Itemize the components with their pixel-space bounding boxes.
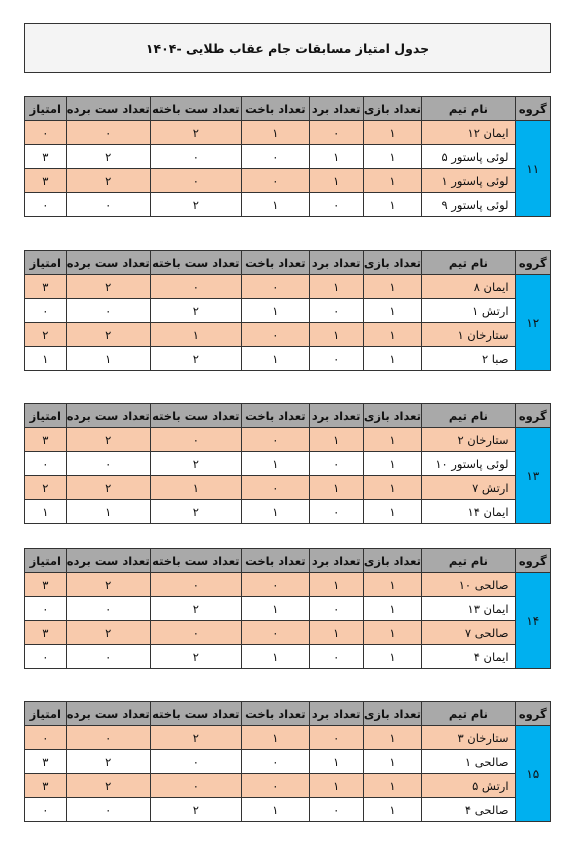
losses-cell: ۱	[241, 798, 309, 822]
header-group: گروه	[515, 97, 550, 121]
points-cell: ۱	[25, 500, 67, 524]
games-played-cell: ۱	[363, 774, 422, 798]
sets-won-cell: ۲	[66, 428, 150, 452]
sets-won-cell: ۱	[66, 500, 150, 524]
points-cell: ۰	[25, 645, 67, 669]
sets-won-cell: ۲	[66, 169, 150, 193]
header-team-name: نام تیم	[422, 404, 515, 428]
games-played-cell: ۱	[363, 750, 422, 774]
sets-lost-cell: ۲	[150, 121, 241, 145]
wins-cell: ۱	[309, 275, 363, 299]
header-group: گروه	[515, 549, 550, 573]
group-number: ۱۴	[515, 573, 550, 669]
sets-won-cell: ۲	[66, 145, 150, 169]
games-played-cell: ۱	[363, 193, 422, 217]
games-played-cell: ۱	[363, 323, 422, 347]
sets-lost-cell: ۰	[150, 145, 241, 169]
wins-cell: ۰	[309, 500, 363, 524]
losses-cell: ۱	[241, 347, 309, 371]
wins-cell: ۰	[309, 798, 363, 822]
games-played-cell: ۱	[363, 121, 422, 145]
wins-cell: ۰	[309, 299, 363, 323]
games-played-cell: ۱	[363, 597, 422, 621]
team-name-cell: ارتش ۷	[422, 476, 515, 500]
sets-won-cell: ۰	[66, 597, 150, 621]
table-row	[25, 145, 551, 169]
sets-won-cell: ۰	[66, 193, 150, 217]
header-sets-lost: تعداد ست باخته	[150, 404, 241, 428]
losses-cell: ۱	[241, 597, 309, 621]
games-played-cell: ۱	[363, 573, 422, 597]
table-header-row	[25, 251, 551, 275]
games-played-cell: ۱	[363, 428, 422, 452]
header-points: امتیاز	[25, 549, 67, 573]
sets-won-cell: ۲	[66, 621, 150, 645]
sets-lost-cell: ۲	[150, 798, 241, 822]
header-wins: تعداد برد	[309, 251, 363, 275]
group-table	[24, 403, 551, 524]
points-cell: ۰	[25, 798, 67, 822]
header-points: امتیاز	[25, 251, 67, 275]
team-name-cell: ایمان ۱۴	[422, 500, 515, 524]
table-row	[25, 597, 551, 621]
header-sets-lost: تعداد ست باخته	[150, 549, 241, 573]
sets-lost-cell: ۲	[150, 193, 241, 217]
team-name-cell: ایمان ۴	[422, 645, 515, 669]
team-name-cell: ستارخان ۱	[422, 323, 515, 347]
table-row	[25, 347, 551, 371]
table-header-row	[25, 549, 551, 573]
points-cell: ۳	[25, 750, 67, 774]
losses-cell: ۰	[241, 275, 309, 299]
wins-cell: ۱	[309, 145, 363, 169]
losses-cell: ۰	[241, 476, 309, 500]
sets-won-cell: ۲	[66, 476, 150, 500]
losses-cell: ۰	[241, 621, 309, 645]
header-sets-lost: تعداد ست باخته	[150, 251, 241, 275]
games-played-cell: ۱	[363, 299, 422, 323]
wins-cell: ۱	[309, 323, 363, 347]
header-losses: تعداد باخت	[241, 97, 309, 121]
losses-cell: ۱	[241, 121, 309, 145]
losses-cell: ۰	[241, 169, 309, 193]
header-points: امتیاز	[25, 702, 67, 726]
header-games-played: تعداد بازی	[363, 97, 422, 121]
sets-lost-cell: ۲	[150, 452, 241, 476]
header-sets-won: تعداد ست برده	[66, 404, 150, 428]
losses-cell: ۰	[241, 573, 309, 597]
wins-cell: ۱	[309, 774, 363, 798]
group-number: ۱۳	[515, 428, 550, 524]
header-sets-won: تعداد ست برده	[66, 97, 150, 121]
team-name-cell: ایمان ۸	[422, 275, 515, 299]
team-name-cell: ایمان ۱۲	[422, 121, 515, 145]
header-wins: تعداد برد	[309, 404, 363, 428]
table-row	[25, 275, 551, 299]
sets-won-cell: ۰	[66, 726, 150, 750]
sets-lost-cell: ۱	[150, 476, 241, 500]
table-row	[25, 798, 551, 822]
losses-cell: ۰	[241, 323, 309, 347]
games-played-cell: ۱	[363, 726, 422, 750]
losses-cell: ۱	[241, 645, 309, 669]
table-row	[25, 452, 551, 476]
group-number: ۱۱	[515, 121, 550, 217]
team-name-cell: صالحی ۷	[422, 621, 515, 645]
sets-lost-cell: ۰	[150, 774, 241, 798]
wins-cell: ۰	[309, 597, 363, 621]
team-name-cell: صالحی ۴	[422, 798, 515, 822]
wins-cell: ۱	[309, 621, 363, 645]
team-name-cell: لوئی پاستور ۱۰	[422, 452, 515, 476]
team-name-cell: ستارخان ۳	[422, 726, 515, 750]
losses-cell: ۰	[241, 750, 309, 774]
header-wins: تعداد برد	[309, 549, 363, 573]
group-number: ۱۵	[515, 726, 550, 822]
games-played-cell: ۱	[363, 621, 422, 645]
losses-cell: ۱	[241, 452, 309, 476]
sets-won-cell: ۰	[66, 645, 150, 669]
losses-cell: ۰	[241, 774, 309, 798]
table-header-row	[25, 97, 551, 121]
sets-won-cell: ۲	[66, 323, 150, 347]
losses-cell: ۱	[241, 193, 309, 217]
team-name-cell: صبا ۲	[422, 347, 515, 371]
points-cell: ۱	[25, 347, 67, 371]
points-cell: ۰	[25, 299, 67, 323]
losses-cell: ۰	[241, 145, 309, 169]
wins-cell: ۱	[309, 573, 363, 597]
table-row	[25, 500, 551, 524]
header-sets-lost: تعداد ست باخته	[150, 97, 241, 121]
sets-lost-cell: ۲	[150, 726, 241, 750]
sets-lost-cell: ۲	[150, 597, 241, 621]
points-cell: ۳	[25, 145, 67, 169]
sets-lost-cell: ۰	[150, 573, 241, 597]
sets-lost-cell: ۲	[150, 645, 241, 669]
header-wins: تعداد برد	[309, 702, 363, 726]
header-team-name: نام تیم	[422, 251, 515, 275]
header-sets-won: تعداد ست برده	[66, 251, 150, 275]
losses-cell: ۰	[241, 428, 309, 452]
points-cell: ۲	[25, 476, 67, 500]
sets-lost-cell: ۰	[150, 428, 241, 452]
points-cell: ۳	[25, 428, 67, 452]
header-sets-won: تعداد ست برده	[66, 549, 150, 573]
header-losses: تعداد باخت	[241, 404, 309, 428]
games-played-cell: ۱	[363, 476, 422, 500]
header-team-name: نام تیم	[422, 702, 515, 726]
header-team-name: نام تیم	[422, 97, 515, 121]
team-name-cell: ارتش ۱	[422, 299, 515, 323]
games-played-cell: ۱	[363, 645, 422, 669]
header-games-played: تعداد بازی	[363, 549, 422, 573]
header-games-played: تعداد بازی	[363, 251, 422, 275]
table-row	[25, 169, 551, 193]
points-cell: ۰	[25, 726, 67, 750]
header-group: گروه	[515, 404, 550, 428]
sets-won-cell: ۱	[66, 347, 150, 371]
points-cell: ۳	[25, 573, 67, 597]
wins-cell: ۱	[309, 428, 363, 452]
group-table	[24, 250, 551, 371]
points-cell: ۰	[25, 452, 67, 476]
header-group: گروه	[515, 251, 550, 275]
header-points: امتیاز	[25, 97, 67, 121]
sets-won-cell: ۲	[66, 774, 150, 798]
header-losses: تعداد باخت	[241, 251, 309, 275]
group-number: ۱۲	[515, 275, 550, 371]
points-cell: ۲	[25, 323, 67, 347]
table-header-row	[25, 702, 551, 726]
sets-won-cell: ۰	[66, 121, 150, 145]
games-played-cell: ۱	[363, 169, 422, 193]
points-cell: ۰	[25, 193, 67, 217]
team-name-cell: ارتش ۵	[422, 774, 515, 798]
sets-lost-cell: ۲	[150, 347, 241, 371]
games-played-cell: ۱	[363, 275, 422, 299]
header-wins: تعداد برد	[309, 97, 363, 121]
games-played-cell: ۱	[363, 798, 422, 822]
points-cell: ۳	[25, 275, 67, 299]
wins-cell: ۰	[309, 726, 363, 750]
sets-lost-cell: ۰	[150, 750, 241, 774]
losses-cell: ۱	[241, 726, 309, 750]
header-sets-won: تعداد ست برده	[66, 702, 150, 726]
points-cell: ۰	[25, 597, 67, 621]
team-name-cell: صالحی ۱۰	[422, 573, 515, 597]
header-losses: تعداد باخت	[241, 702, 309, 726]
header-losses: تعداد باخت	[241, 549, 309, 573]
points-cell: ۳	[25, 621, 67, 645]
sets-won-cell: ۲	[66, 750, 150, 774]
header-games-played: تعداد بازی	[363, 404, 422, 428]
table-row	[25, 193, 551, 217]
team-name-cell: لوئی پاستور ۵	[422, 145, 515, 169]
games-played-cell: ۱	[363, 500, 422, 524]
sets-won-cell: ۲	[66, 573, 150, 597]
sets-lost-cell: ۰	[150, 169, 241, 193]
wins-cell: ۱	[309, 476, 363, 500]
games-played-cell: ۱	[363, 145, 422, 169]
sets-won-cell: ۰	[66, 452, 150, 476]
group-table	[24, 96, 551, 217]
header-games-played: تعداد بازی	[363, 702, 422, 726]
team-name-cell: لوئی پاستور ۱	[422, 169, 515, 193]
sets-won-cell: ۰	[66, 299, 150, 323]
sets-won-cell: ۲	[66, 275, 150, 299]
table-row	[25, 774, 551, 798]
header-group: گروه	[515, 702, 550, 726]
group-table	[24, 701, 551, 822]
games-played-cell: ۱	[363, 347, 422, 371]
table-row	[25, 645, 551, 669]
sets-lost-cell: ۲	[150, 500, 241, 524]
wins-cell: ۱	[309, 169, 363, 193]
page-title: جدول امتیاز مسابقات جام عقاب طلایی -۱۴۰۴	[24, 23, 551, 73]
table-row	[25, 750, 551, 774]
table-row	[25, 476, 551, 500]
sets-lost-cell: ۰	[150, 275, 241, 299]
points-cell: ۳	[25, 774, 67, 798]
table-header-row	[25, 404, 551, 428]
points-cell: ۰	[25, 121, 67, 145]
losses-cell: ۱	[241, 500, 309, 524]
sets-lost-cell: ۰	[150, 621, 241, 645]
sets-won-cell: ۰	[66, 798, 150, 822]
table-row	[25, 121, 551, 145]
table-row	[25, 726, 551, 750]
wins-cell: ۰	[309, 452, 363, 476]
wins-cell: ۰	[309, 121, 363, 145]
header-team-name: نام تیم	[422, 549, 515, 573]
team-name-cell: ستارخان ۲	[422, 428, 515, 452]
wins-cell: ۱	[309, 750, 363, 774]
wins-cell: ۰	[309, 645, 363, 669]
team-name-cell: ایمان ۱۳	[422, 597, 515, 621]
header-sets-lost: تعداد ست باخته	[150, 702, 241, 726]
wins-cell: ۰	[309, 193, 363, 217]
table-row	[25, 573, 551, 597]
table-row	[25, 428, 551, 452]
header-points: امتیاز	[25, 404, 67, 428]
wins-cell: ۰	[309, 347, 363, 371]
table-row	[25, 621, 551, 645]
losses-cell: ۱	[241, 299, 309, 323]
team-name-cell: لوئی پاستور ۹	[422, 193, 515, 217]
table-row	[25, 323, 551, 347]
group-table	[24, 548, 551, 669]
points-cell: ۳	[25, 169, 67, 193]
team-name-cell: صالحی ۱	[422, 750, 515, 774]
table-row	[25, 299, 551, 323]
sets-lost-cell: ۱	[150, 323, 241, 347]
sets-lost-cell: ۲	[150, 299, 241, 323]
games-played-cell: ۱	[363, 452, 422, 476]
